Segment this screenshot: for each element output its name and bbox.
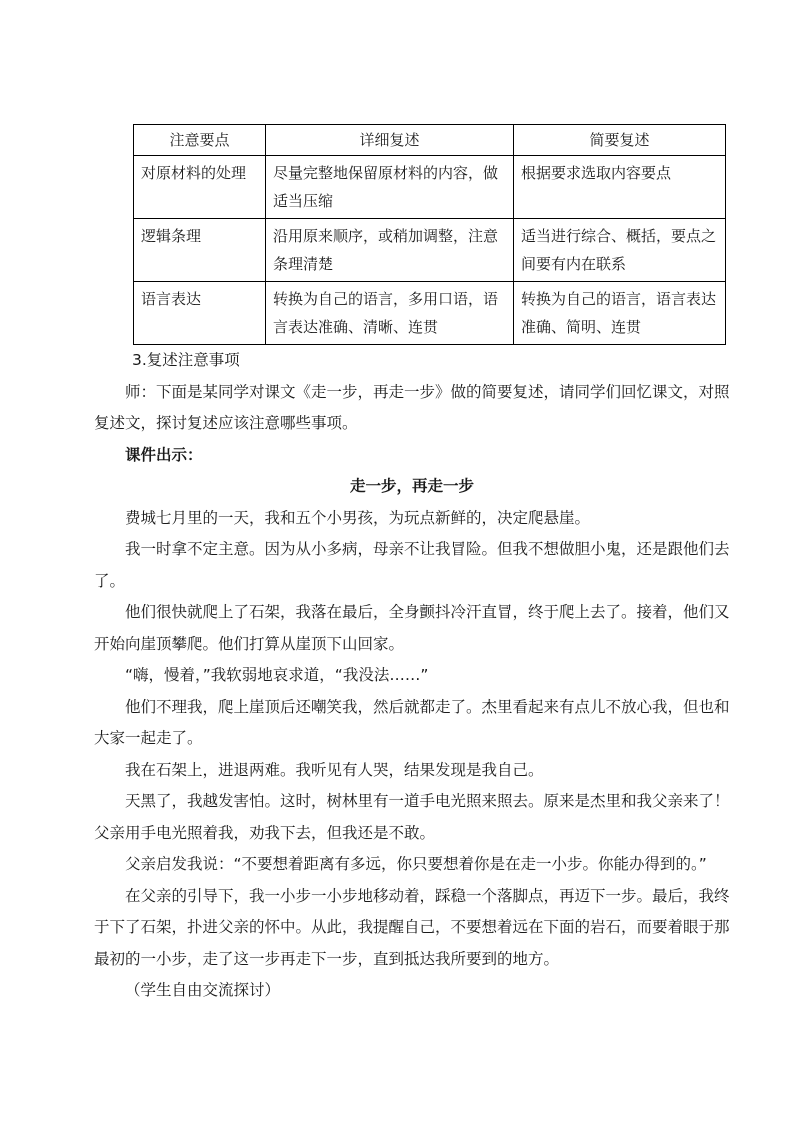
story-paragraph: “嗨，慢着，”我软弱地哀求道，“我没法……”	[125, 666, 429, 684]
table-cell: 尽量完整地保留原材料的内容，做适当压缩	[266, 156, 514, 219]
table-row	[134, 219, 726, 282]
story-title: 走一步，再走一步	[349, 477, 474, 495]
story-paragraph: 他们很快就爬上了石架，我落在最后，全身颤抖冷汗直冒，终于爬上去了。接着，他们又开始向崖顶攀爬。他们打算从崖顶下山回家。	[94, 603, 730, 653]
table-cell: 转换为自己的语言，多用口语，语言表达准确、清晰、连贯	[266, 282, 514, 345]
retelling-comparison-table	[133, 124, 726, 345]
section-heading: 3.复述注意事项	[132, 351, 240, 369]
table-cell: 根据要求选取内容要点	[514, 156, 726, 219]
table-row	[134, 156, 726, 219]
story-paragraph: 我在石架上，进退两难。我听见有人哭，结果发现是我自己。	[125, 760, 544, 779]
story-paragraph: 我一时拿不定主意。因为从小多病，母亲不让我冒险。但我不想做胆小鬼，还是跟他们去了。	[94, 540, 730, 590]
table-header-cell: 简要复述	[514, 125, 726, 156]
table-cell: 转换为自己的语言，语言表达准确、简明、连贯	[514, 282, 726, 345]
story-paragraph: 他们不理我，爬上崖顶后还嘲笑我，然后就都走了。杰里看起来有点儿不放心我，但也和大家一起走了。	[94, 697, 730, 747]
story-paragraph: 父亲启发我说：“不要想着距离有多远，你只要想着你是在走一小步。你能办得到的。”	[125, 855, 707, 873]
table-cell: 对原材料的处理	[134, 156, 266, 219]
table-cell: 沿用原来顺序，或稍加调整，注意条理清楚	[266, 219, 514, 282]
table-cell: 适当进行综合、概括，要点之间要有内在联系	[514, 219, 726, 282]
table-header-cell: 详细复述	[266, 125, 514, 156]
table-cell: 语言表达	[134, 282, 266, 345]
table-header-row	[134, 125, 726, 156]
courseware-label: 课件出示：	[125, 445, 203, 464]
teacher-instruction: 师：下面是某同学对课文《走一步，再走一步》做的简要复述，请同学们回忆课文，对照复述文，探讨复述应该注意哪些事项。	[94, 382, 730, 432]
story-paragraph: 费城七月里的一天，我和五个小男孩，为玩点新鲜的，决定爬悬崖。	[125, 508, 591, 527]
table-cell: 逻辑条理	[134, 219, 266, 282]
story-paragraph: 在父亲的引导下，我一小步一小步地移动着，踩稳一个落脚点，再迈下一步。最后，我终于下了石架，扑进父亲的怀中。从此，我提醒自己，不要想着远在下面的岩石，而要着眼于那最初的一小步，走了这一步再走下一步，直到抵达我所要到的地方。	[94, 886, 730, 968]
comparison-table-wrapper	[133, 124, 725, 345]
closing-note: （学生自由交流探讨）	[125, 981, 281, 999]
document-body	[94, 345, 730, 1007]
table-row	[134, 282, 726, 345]
table-header-cell: 注意要点	[134, 125, 266, 156]
story-paragraph: 天黑了，我越发害怕。这时，树林里有一道手电光照来照去。原来是杰里和我父亲来了！父亲用手电光照着我，劝我下去，但我还是不敢。	[94, 792, 730, 842]
